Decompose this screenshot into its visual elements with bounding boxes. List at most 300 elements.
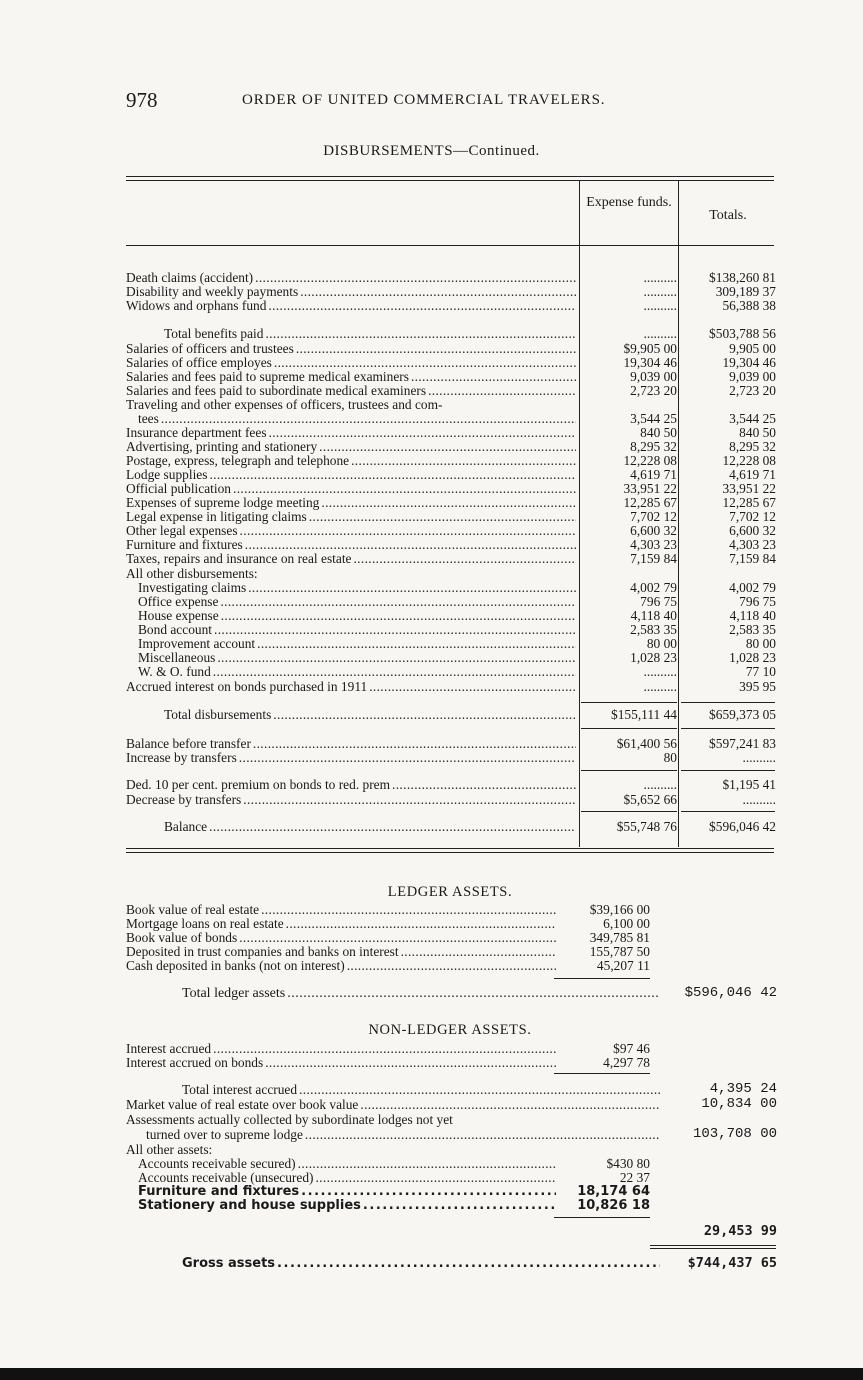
table-row [126,453,776,468]
row-label-cell [126,551,576,566]
row-label: Salaries and fees paid to supreme medical examiners [126,369,409,384]
dot-leader [243,792,576,807]
asset-value: 45,207 11 [596,958,650,973]
scan-border [0,1368,863,1380]
table-row [126,537,776,552]
table-row [126,777,776,792]
table-row [126,481,776,496]
expense-funds-cell: 12,228 08 [623,453,677,468]
totals-cell: 1,028 23 [729,650,776,665]
page-header [126,88,776,114]
total-sum-rule-3 [681,770,775,771]
expense-funds-cell: 9,039 00 [630,369,677,384]
row-label: Postage, express, telegraph and telephone [126,453,350,468]
row-label: Insurance department fees [126,425,267,440]
row-label-cell [164,707,576,722]
table-bottom-rule-2 [126,852,774,853]
asset-label: Accounts receivable secured) [138,1156,296,1171]
list-item [126,1170,776,1185]
expense-funds-cell: 8,295 32 [630,439,677,454]
interest-sum-rule [554,1073,650,1074]
asset-value: 18,174 64 [577,1184,650,1199]
table-row [126,509,776,524]
table-row [126,523,776,538]
dot-leader [351,453,576,468]
row-label-cell [126,369,576,384]
totals-cell: 840 50 [739,425,776,440]
totals-cell: 3,544 25 [729,411,776,426]
asset-label-cell [126,1055,556,1070]
dot-leader [321,495,576,510]
table-header-rule [126,245,774,246]
expense-funds-cell: 3,544 25 [630,411,677,426]
list-item [126,930,776,945]
table-row [126,383,776,398]
expense-funds-cell: 12,285 67 [623,495,677,510]
totals-cell: 395 95 [739,679,776,694]
column-header-expense-funds: Expense funds. [586,195,672,210]
row-label: Balance [164,819,208,834]
row-label-cell [138,622,576,637]
list-item [126,902,776,917]
row-label-cell [126,467,576,482]
dot-leader [287,986,660,1001]
asset-label-cell [138,1156,556,1171]
totals-cell: 6,600 32 [729,523,776,538]
row-label-cell [164,326,576,341]
row-label: Lodge supplies [126,467,208,482]
totals-cell: 7,702 12 [729,509,776,524]
row-label: Investigating claims [138,580,247,595]
row-label-cell [126,298,576,313]
row-label: Office expense [138,594,219,609]
table-row [126,664,776,679]
row-label-cell [126,679,576,694]
row-label-cell [164,819,576,834]
row-label: W. & O. fund [138,664,211,679]
dot-leader [319,439,576,454]
row-label-cell [126,509,576,524]
asset-value: $97 46 [613,1041,650,1056]
table-row [126,397,776,412]
row-label: Official publication [126,481,231,496]
row-label: tees [138,411,159,426]
asset-label: Cash deposited in banks (not on interest) [126,958,345,973]
table-row [126,636,776,651]
totals-cell: 2,583 35 [729,622,776,637]
table-top-rule-2 [126,180,774,181]
list-item [126,1156,776,1171]
asset-label-cell [138,1170,556,1185]
row-label-cell [126,566,576,581]
asset-value: $39,166 00 [589,902,650,917]
table-row [126,270,776,285]
table-row [126,369,776,384]
row-label: Increase by transfers [126,750,237,765]
dot-leader [220,594,576,609]
totals-cell: $1,195 41 [722,777,776,792]
row-label: Legal expense in litigating claims [126,509,307,524]
asset-label: Interest accrued on bonds [126,1055,264,1070]
row-label-cell [126,495,576,510]
dot-leader [245,537,576,552]
row-label-cell [126,270,576,285]
asset-label: Interest accrued [126,1041,212,1056]
table-row [126,750,776,765]
table-row [126,411,776,426]
all-other-assets-label: All other assets: [126,1142,213,1157]
dot-leader [296,341,576,356]
expense-sum-rule-2 [581,728,677,729]
row-label: Total benefits paid [164,326,264,341]
expense-funds-cell: $5,652 66 [623,792,677,807]
row-label-cell [138,650,576,665]
totals-cell: 19,304 46 [722,355,776,370]
asset-value: $430 80 [606,1156,650,1171]
row-label: Balance before transfer [126,736,251,751]
dot-leader [411,369,576,384]
row-label-cell [126,453,576,468]
dot-leader [214,622,576,637]
row-label: Widows and orphans fund [126,298,267,313]
row-label-cell [126,523,576,538]
expense-funds-cell: $55,748 76 [616,819,677,834]
expense-funds-cell: .......... [643,777,677,792]
expense-funds-cell: $155,111 44 [611,707,677,722]
totals-cell: 12,228 08 [722,453,776,468]
table-row [126,326,776,341]
list-item [126,1041,776,1056]
row-label-cell [126,284,576,299]
row-label-cell [126,736,576,751]
expense-funds-cell: 4,002 79 [630,580,677,595]
expense-funds-cell: 840 50 [640,425,677,440]
row-label-cell [126,425,576,440]
dot-leader [392,777,576,792]
asset-label-cell [126,1041,556,1056]
row-label: Death claims (accident) [126,270,254,285]
totals-cell: 309,189 37 [715,284,776,299]
expense-sum-rule-3 [581,770,677,771]
totals-cell: $138,260 81 [709,270,776,285]
asset-label: Deposited in trust companies and banks on interest [126,944,399,959]
totals-cell: 80 00 [745,636,776,651]
row-label-cell [126,777,576,792]
totals-cell: 4,118 40 [729,608,776,623]
dot-leader [277,1256,660,1271]
table-row [126,298,776,313]
market-value-label: Market value of real estate over book value [126,1097,359,1112]
gross-rule [650,1245,776,1246]
row-label-cell [138,636,576,651]
asset-label: Book value of real estate [126,902,260,917]
expense-funds-cell: 6,600 32 [630,523,677,538]
table-row [126,566,776,581]
asset-value: 349,785 81 [589,930,650,945]
table-row [126,608,776,623]
dot-leader [248,580,576,595]
dot-leader [273,707,576,722]
dot-leader [360,1097,660,1112]
total-interest-label: Total interest accrued [182,1082,298,1097]
table-row [126,425,776,440]
row-label-cell [138,664,576,679]
asset-value: 22 37 [619,1170,650,1185]
dot-leader [233,481,576,496]
row-label: Traveling and other expenses of officers, trustees and com- [126,397,443,412]
expense-funds-cell: .......... [643,270,677,285]
ledger-assets-title: LEDGER ASSETS. [387,884,513,900]
expense-funds-cell: .......... [643,298,677,313]
ledger-sum-rule [554,978,650,979]
totals-cell: 4,303 23 [729,537,776,552]
totals-cell: 4,002 79 [729,580,776,595]
totals-cell: 33,951 22 [722,481,776,496]
dot-leader [301,1184,556,1199]
gross-assets-value: $744,437 65 [687,1255,777,1271]
row-label: Miscellaneous [138,650,216,665]
row-label-cell [138,411,576,426]
asset-value: 4,297 78 [603,1055,650,1070]
dot-leader [253,736,576,751]
row-label: Bond account [138,622,213,637]
asset-label: Furniture and fixtures [138,1184,300,1199]
totals-cell: .......... [742,750,776,765]
dot-leader [286,916,556,931]
totals-cell: 12,285 67 [722,495,776,510]
market-value-value: 10,834 00 [701,1096,777,1112]
row-label: Disability and weekly payments [126,284,299,299]
table-row [126,341,776,356]
expense-sum-rule-4 [581,811,677,812]
asset-value: 155,787 50 [589,944,650,959]
dot-leader [213,664,576,679]
row-label: Salaries and fees paid to subordinate medical examiners [126,383,427,398]
totals-cell: 8,295 32 [729,439,776,454]
row-label: Improvement account [138,636,256,651]
expense-funds-cell: 4,303 23 [630,537,677,552]
gross-assets-label: Gross assets [182,1256,276,1271]
dot-leader [299,1082,660,1097]
expense-funds-cell: $61,400 56 [616,736,677,751]
totals-cell: $597,241 83 [709,736,776,751]
other-sum-rule [554,1217,650,1218]
dot-leader [269,425,576,440]
asset-label: Stationery and house supplies [138,1198,361,1213]
total-ledger-assets-label: Total ledger assets [182,986,286,1001]
table-top-rule [126,176,774,177]
dot-leader [240,523,576,538]
expense-funds-cell: .......... [643,326,677,341]
dot-leader [265,326,576,341]
row-label-cell [126,537,576,552]
row-label: All other disbursements: [126,566,258,581]
dot-leader [209,819,576,834]
row-label-cell [138,580,576,595]
total-interest-value: 4,395 24 [709,1081,777,1097]
row-label: Furniture and fixtures [126,537,243,552]
list-item [126,1184,776,1199]
table-row [126,792,776,807]
row-label-cell [126,383,576,398]
non-ledger-assets-title: NON-LEDGER ASSETS. [368,1022,532,1038]
table-row [126,551,776,566]
row-label: Decrease by transfers [126,792,242,807]
asset-label: Book value of bonds [126,930,238,945]
dot-leader [261,902,556,917]
total-sum-rule-2 [681,728,775,729]
expense-funds-cell: 80 [663,750,677,765]
asset-label: Accounts receivable (unsecured) [138,1170,314,1185]
asset-label-cell [126,902,556,917]
row-label: Accrued interest on bonds purchased in 1911 [126,679,368,694]
dot-leader [300,284,576,299]
totals-cell: 56,388 38 [722,298,776,313]
total-sum-rule-4 [681,811,775,812]
row-label: Ded. 10 per cent. premium on bonds to red. prem [126,777,391,792]
asset-value: 6,100 00 [603,916,650,931]
totals-cell: $596,046 42 [709,819,776,834]
section-subtitle: DISBURSEMENTS—Continued. [323,143,540,159]
totals-cell: $659,373 05 [709,707,776,722]
table-row [126,650,776,665]
other-assets-total: 29,453 99 [703,1223,777,1239]
expense-funds-cell: 80 00 [646,636,677,651]
row-label-cell [126,397,576,412]
row-label: Taxes, repairs and insurance on real estate [126,551,352,566]
table-row [126,622,776,637]
assessments-label-1: Assessments actually collected by subordinate lodges not yet [126,1112,453,1127]
table-row [126,495,776,510]
row-label-cell [126,439,576,454]
table-bottom-rule [126,848,774,849]
row-label-cell [126,341,576,356]
dot-leader [217,650,576,665]
dot-leader [401,944,556,959]
column-header-totals: Totals. [709,208,747,223]
table-row [126,707,776,722]
totals-cell: $503,788 56 [709,326,776,341]
dot-leader [347,958,556,973]
totals-cell: 796 75 [739,594,776,609]
dot-leader [353,551,576,566]
asset-label-cell [138,1184,556,1199]
list-item [126,1055,776,1070]
row-label-cell [138,608,576,623]
list-item [126,944,776,959]
page-number: 978 [126,88,158,112]
expense-funds-cell: 1,028 23 [630,650,677,665]
gross-rule-2 [650,1248,776,1249]
dot-leader [255,270,576,285]
expense-funds-cell: 4,118 40 [630,608,677,623]
expense-funds-cell: 2,723 20 [630,383,677,398]
row-label-cell [126,481,576,496]
row-label: Other legal expenses [126,523,238,538]
row-label-cell [138,594,576,609]
dot-leader [221,608,576,623]
table-row [126,467,776,482]
assessments-value: 103,708 00 [692,1126,777,1142]
expense-funds-cell: 4,619 71 [630,467,677,482]
table-row [126,284,776,299]
table-row [126,580,776,595]
row-label: Salaries of office employes [126,355,272,370]
totals-cell: 2,723 20 [729,383,776,398]
totals-cell: 9,905 00 [729,341,776,356]
expense-funds-cell: 796 75 [640,594,677,609]
list-item [126,1198,776,1213]
expense-funds-cell: 7,702 12 [630,509,677,524]
dot-leader [428,383,576,398]
asset-label-cell [126,930,556,945]
dot-leader [309,509,576,524]
expense-funds-cell: 2,583 35 [630,622,677,637]
expense-funds-cell: .......... [643,679,677,694]
expense-funds-cell: .......... [643,284,677,299]
asset-label-cell [126,916,556,931]
expense-funds-cell: .......... [643,664,677,679]
expense-funds-cell: 7,159 84 [630,551,677,566]
asset-value: 10,826 18 [577,1198,650,1213]
expense-funds-cell: $9,905 00 [623,341,677,356]
row-label-cell [126,750,576,765]
total-ledger-assets-value: $596,046 42 [684,985,777,1001]
dot-leader [265,1055,556,1070]
asset-label-cell [126,944,556,959]
table-row [126,819,776,834]
table-row [126,679,776,694]
table-row [126,594,776,609]
table-row [126,736,776,751]
dot-leader [257,636,576,651]
asset-label-cell [138,1198,556,1213]
totals-cell: .......... [742,792,776,807]
dot-leader [268,298,576,313]
expense-funds-cell: 33,951 22 [623,481,677,496]
dot-leader [363,1198,556,1213]
row-label: Total disbursements [164,707,272,722]
dot-leader [239,930,556,945]
dot-leader [274,355,576,370]
dot-leader [305,1127,660,1142]
expense-funds-cell: 19,304 46 [623,355,677,370]
row-label-cell [126,355,576,370]
totals-cell: 7,159 84 [729,551,776,566]
dot-leader [209,467,576,482]
list-item [126,916,776,931]
row-label-cell [126,792,576,807]
table-row [126,355,776,370]
dot-leader [239,750,576,765]
asset-label: Mortgage loans on real estate [126,916,284,931]
dot-leader [369,679,576,694]
totals-cell: 4,619 71 [729,467,776,482]
dot-leader [315,1170,556,1185]
totals-cell: 9,039 00 [729,369,776,384]
running-title: ORDER OF UNITED COMMERCIAL TRAVELERS. [242,92,606,108]
dot-leader [213,1041,556,1056]
asset-label-cell [126,958,556,973]
totals-cell: 77 10 [745,664,776,679]
expense-sum-rule [581,702,677,703]
dot-leader [298,1156,556,1171]
total-sum-rule [681,702,775,703]
row-label: Advertising, printing and stationery [126,439,318,454]
row-label: House expense [138,608,219,623]
list-item [126,958,776,973]
row-label: Expenses of supreme lodge meeting [126,495,320,510]
